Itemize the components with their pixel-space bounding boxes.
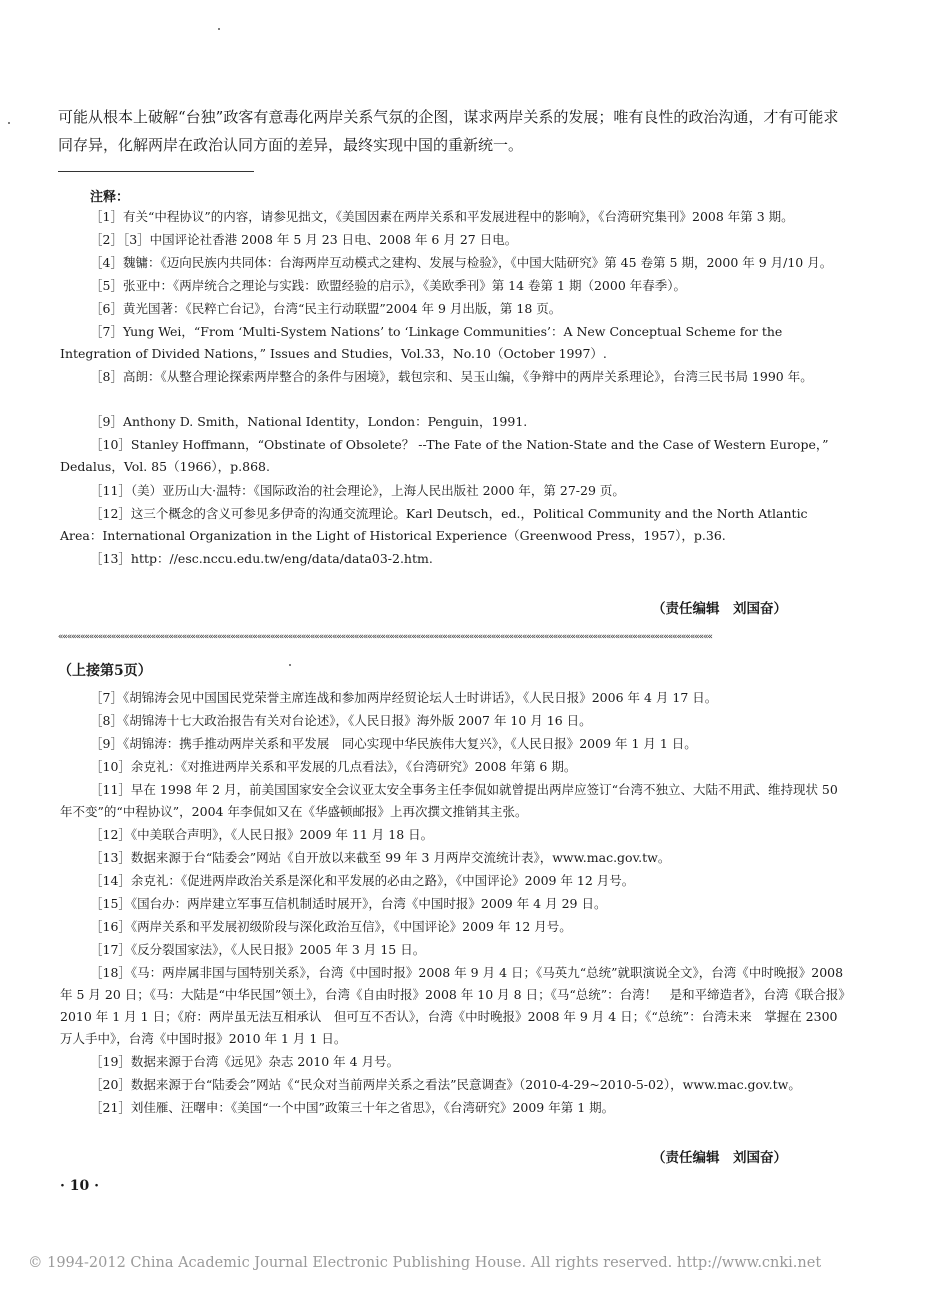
note-item: ［11］（美）亚历山大·温特：《国际政治的社会理论》，上海人民出版社 2000 年，第 27-29 页。 <box>90 483 625 498</box>
note-item: ［4］魏镛：《迈向民族内共同体：台海两岸互动模式之建构、发展与检验》，《中国大陆研究》第 45 卷第 5 期，2000 年 9 月/10 月。 <box>90 255 833 270</box>
ref-item: ［16］《两岸关系和平发展初级阶段与深化政治互信》，《中国评论》2009 年 12 月号。 <box>90 919 572 934</box>
note-item: ［1］有关“中程协议”的内容，请参见拙文，《美国因素在两岸关系和平发展进程中的影响》，《台湾研究集刊》2008 年第 3 期。 <box>90 209 794 224</box>
ref-item: ［10］余克礼：《对推进两岸关系和平发展的几点看法》，《台湾研究》2008 年第 6 期。 <box>90 759 577 774</box>
ref-item: ［8］《胡锦涛十七大政治报告有关对台论述》，《人民日报》海外版 2007 年 10 月 16 日。 <box>90 713 592 728</box>
note-item: ［9］Anthony D. Smith，National Identity，London：Penguin，1991. <box>90 414 528 429</box>
ref-item: ［11］早在 1998 年 2 月，前美国国家安全会议亚太安全事务主任李侃如就曾提出两岸应签订“台湾不独立、大陆不用武、维持现状 50 年不变”的“中程协议”，2004 年李侃如又在《华盛顿邮报》上再次撰文推销其主张。 <box>60 782 838 819</box>
section-separator: «««««««««««««««««««««««««««««««««««««««««««««««««««««««««««««««««««««««««««««««««««««««««««««««««««««««««««««««««««««««««««««««««««««««««««««««««««« <box>58 632 712 642</box>
note-item: ［2］［3］中国评论社香港 2008 年 5 月 23 日电、2008 年 6 月 27 日电。 <box>90 232 518 247</box>
ref-item: ［14］余克礼：《促进两岸政治关系是深化和平发展的必由之路》，《中国评论》2009 年 12 月号。 <box>90 873 635 888</box>
page-number: · 10 · <box>60 1178 99 1194</box>
note-item: ［5］张亚中：《两岸统合之理论与实践：欧盟经验的启示》，《美欧季刊》第 14 卷第 1 期（2000 年春季）。 <box>90 278 686 293</box>
ref-item: ［9］《胡锦涛：携手推动两岸关系和平发展 同心实现中华民族伟大复兴》，《人民日报》2009 年 1 月 1 日。 <box>90 736 697 751</box>
ref-item: ［7］《胡锦涛会见中国国民党荣誉主席连战和参加两岸经贸论坛人士时讲话》，《人民日报》2006 年 4 月 17 日。 <box>90 690 718 705</box>
editor-credit: （责任编辑 刘国奋） <box>652 1150 787 1166</box>
notes-title: 注释： <box>90 190 130 205</box>
ref-item: ［13］数据来源于台“陆委会”网站《自开放以来截至 99 年 3 月两岸交流统计表》，www.mac.gov.tw。 <box>90 850 671 865</box>
note-item: ［8］高朗：《从整合理论探索两岸整合的条件与困境》，载包宗和、吴玉山编，《争辩中的两岸关系理论》，台湾三民书局 1990 年。 <box>90 369 813 384</box>
ref-item: ［19］数据来源于台湾《远见》杂志 2010 年 4 月号。 <box>90 1054 400 1069</box>
copyright-footer: © 1994-2012 China Academic Journal Electronic Publishing House. All rights reserved. http://www.cnki.net <box>28 1255 822 1271</box>
editor-credit: （责任编辑 刘国奋） <box>652 601 787 617</box>
note-item: ［13］http：//esc.nccu.edu.tw/eng/data/data03-2.htm. <box>90 551 433 566</box>
note-item: ［6］黄光国著：《民粹亡台记》，台湾“民主行动联盟”2004 年 9 月出版，第 18 页。 <box>90 301 562 316</box>
scan-speck <box>289 664 291 666</box>
ref-item: ［12］《中美联合声明》，《人民日报》2009 年 11 月 18 日。 <box>90 827 434 842</box>
notes-rule <box>58 171 254 172</box>
scan-speck <box>218 28 220 30</box>
ref-item: ［17］《反分裂国家法》，《人民日报》2005 年 3 月 15 日。 <box>90 942 426 957</box>
continued-from-label: （上接第5页） <box>58 663 152 679</box>
note-item: ［12］这三个概念的含义可参见多伊奇的沟通交流理论。Karl Deutsch，ed.，Political Community and the North Atlantic Area：International Organization in the Light of Historical Experience（Greenwood Press，1957），p.36. <box>60 506 808 543</box>
ref-item: ［21］刘佳雁、汪曙申：《美国“一个中国”政策三十年之省思》，《台湾研究》2009 年第 1 期。 <box>90 1100 615 1115</box>
note-item: ［7］Yung Wei，“From ‘Multi-System Nations’ to ‘Linkage Communities’：A New Conceptual Scheme for the Integration of Divided Nations，” Issues and Studies，Vol.33，No.10（October 1997）. <box>60 324 783 361</box>
ref-item: ［18］《马：两岸属非国与国特别关系》，台湾《中国时报》2008 年 9 月 4 日；《马英九“总统”就职演说全文》，台湾《中时晚报》2008 年 5 月 20 日；《马：大陆是“中华民国”领土》，台湾《自由时报》2008 年 10 月 8 日；《马“总统”：台湾！ 是和平缔造者》，台湾《联合报》2010 年 1 月 1 日；《府：两岸虽无法互相承认 但可互不否认》，台湾《中时晚报》2008 年 9 月 4 日；《“总统”：台湾未来 掌握在 2300 万人手中》，台湾《中国时报》2010 年 1 月 1 日。 <box>60 965 845 1046</box>
ref-item: ［15］《国台办：两岸建立军事互信机制适时展开》，台湾《中国时报》2009 年 4 月 29 日。 <box>90 896 607 911</box>
note-item: ［10］Stanley Hoffmann，“Obstinate of Obsolete？ --The Fate of the Nation-State and the Case of Western Europe，” Dedalus，Vol. 85（1966），p.868. <box>60 437 829 474</box>
ref-item: ［20］数据来源于台“陆委会”网站《“民众对当前两岸关系之看法”民意调查》（2010-4-29~2010-5-02），www.mac.gov.tw。 <box>90 1077 801 1092</box>
intro-paragraph: 可能从根本上破解“台独”政客有意毒化两岸关系气氛的企图，谋求两岸关系的发展；唯有良性的政治沟通，才有可能求同存异，化解两岸在政治认同方面的差异，最终实现中国的重新统一。 <box>58 108 839 154</box>
scan-speck <box>8 122 10 124</box>
